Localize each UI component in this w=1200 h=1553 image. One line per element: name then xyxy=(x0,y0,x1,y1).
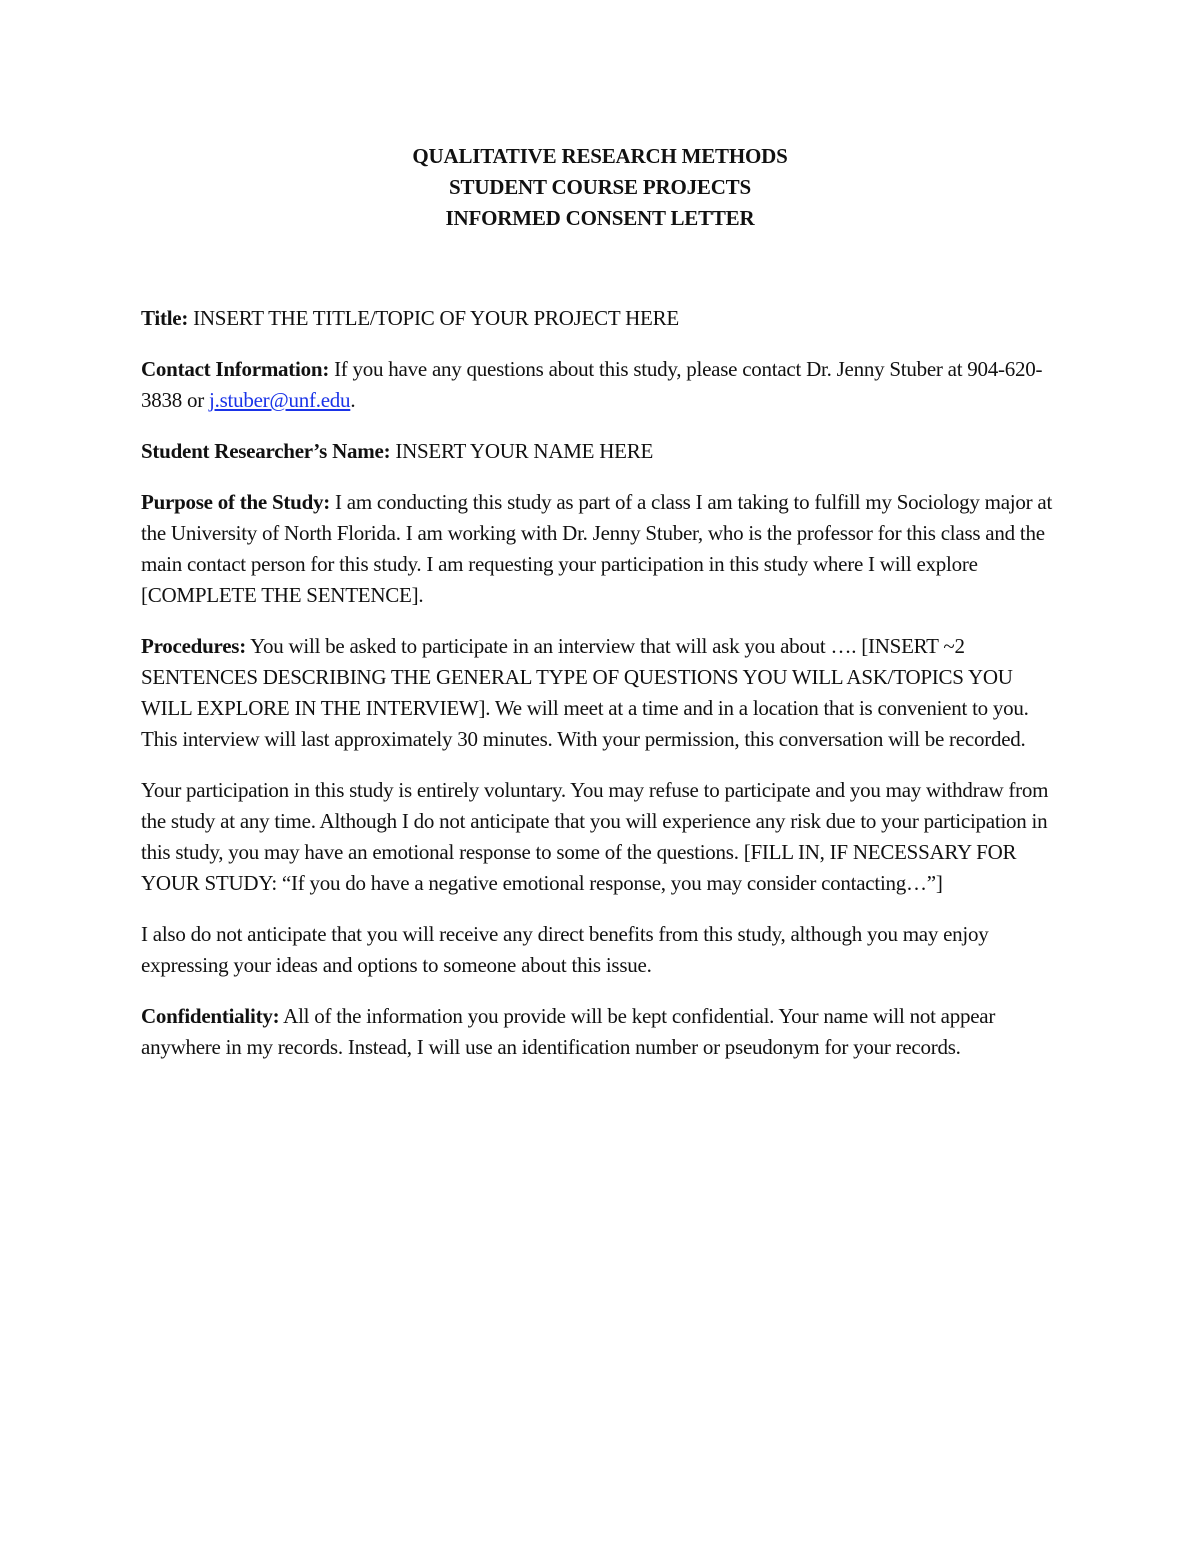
contact-text: If you have any questions about this study, please contact Dr. Jenny Stuber at 904-620-3838 or xyxy=(141,357,1043,412)
purpose-label: Purpose of the Study: xyxy=(141,490,331,514)
confidentiality-paragraph xyxy=(141,1001,1061,1063)
procedures-label: Procedures: xyxy=(141,634,246,658)
contact-paragraph xyxy=(141,354,1061,416)
title-label: Title: xyxy=(141,306,189,330)
researcher-text: INSERT YOUR NAME HERE xyxy=(390,439,654,463)
email-link[interactable]: j.stuber@unf.edu xyxy=(209,388,351,412)
researcher-paragraph xyxy=(141,436,1061,467)
purpose-paragraph xyxy=(141,487,1061,611)
header-line-letter: INFORMED CONSENT LETTER xyxy=(445,206,755,230)
document-header xyxy=(0,141,1200,234)
purpose-text: I am conducting this study as part of a class I am taking to fulfill my Sociology major at the University of North Florida. I am working with Dr. Jenny Stuber, who is the professor for this class and the main contact person for this study. I am requesting your participation in this study where I will explore [COMPLETE THE SENTENCE]. xyxy=(141,490,1053,607)
title-text: INSERT THE TITLE/TOPIC OF YOUR PROJECT HERE xyxy=(188,306,679,330)
header-line-projects: STUDENT COURSE PROJECTS xyxy=(449,175,751,199)
procedures-text: You will be asked to participate in an interview that will ask you about …. [INSERT ~2 SENTENCES DESCRIBING THE GENERAL TYPE OF QUESTIONS YOU WILL ASK/TOPICS YOU WILL EXPLORE IN THE INTERVIEW]. We will meet at a time and in a location that is convenient to you. This interview will last approximately 30 minutes. With your permission, this conversation will be recorded. xyxy=(141,634,1029,751)
procedures-paragraph xyxy=(141,631,1061,755)
header-line-course: QUALITATIVE RESEARCH METHODS xyxy=(412,144,788,168)
participation-paragraph: Your participation in this study is entirely voluntary. You may refuse to participate and you may withdraw from the study at any time. Although I do not anticipate that you will experience any risk due to your participation in this study, you may have an emotional response to some of the questions. [FILL IN, IF NECESSARY FOR YOUR STUDY: “If you do have a negative emotional response, you may consider contacting…”] xyxy=(141,778,1049,895)
contact-trailing-period: . xyxy=(350,388,356,412)
confidentiality-label: Confidentiality: xyxy=(141,1004,280,1028)
confidentiality-text: All of the information you provide will be kept confidential. Your name will not appear anywhere in my records. Instead, I will use an identification number or pseudonym for your records. xyxy=(141,1004,996,1059)
title-paragraph xyxy=(141,303,1061,334)
researcher-label: Student Researcher’s Name: xyxy=(141,439,391,463)
benefits-paragraph: I also do not anticipate that you will receive any direct benefits from this study, although you may enjoy expressing your ideas and options to someone about this issue. xyxy=(141,922,989,977)
document-body xyxy=(141,303,1061,1083)
contact-label: Contact Information: xyxy=(141,357,330,381)
